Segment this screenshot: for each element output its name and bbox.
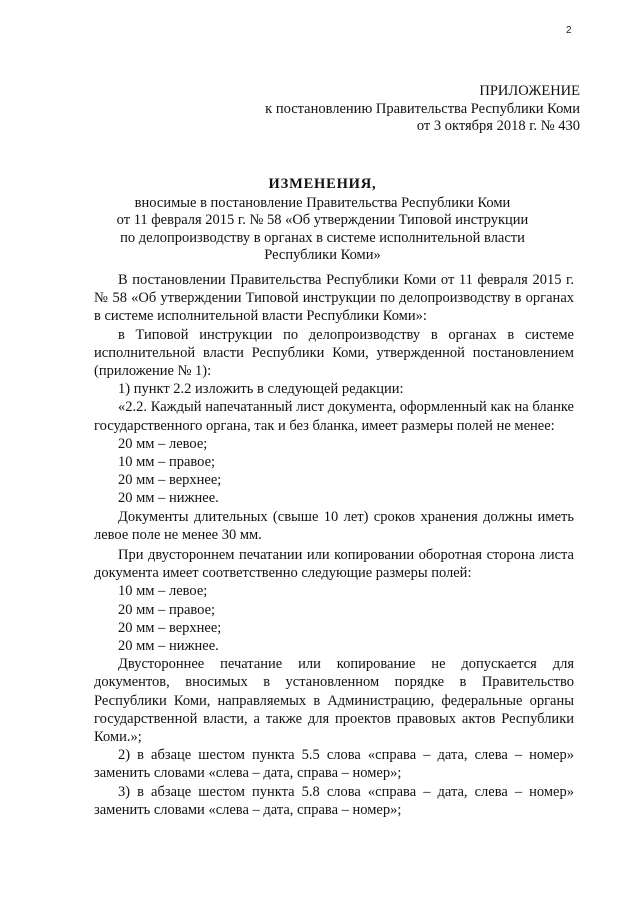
document-heading	[95, 176, 550, 265]
margin-bottom: 20 мм – нижнее.	[118, 490, 219, 507]
duplex-margin-bottom: 20 мм – нижнее.	[118, 638, 219, 655]
paragraph-long-storage: Документы длительных (свыше 10 лет) сроков хранения должны иметь левое поле не менее 30 мм.	[94, 508, 574, 543]
paragraph-duplex: При двустороннем печатании или копировании оборотная сторона листа документа имеет соответственно следующие размеры полей:	[94, 547, 574, 582]
margin-top: 20 мм – верхнее;	[118, 472, 222, 489]
duplex-margin-left: 10 мм – левое;	[118, 583, 208, 600]
appendix-block	[265, 83, 580, 136]
heading-line-1: вносимые в постановление Правительства Республики Коми	[134, 194, 511, 211]
heading-title: ИЗМЕНЕНИЯ,	[268, 176, 377, 192]
appendix-line-2: от 3 октября 2018 г. № 430	[416, 118, 580, 134]
paragraph-instruction: в Типовой инструкции по делопроизводству в органах в системе исполнительной власти Республики Коми, утвержденной постановлением (приложение № 1):	[94, 326, 574, 380]
page-number: 2	[566, 25, 572, 36]
margin-right: 10 мм – правое;	[118, 454, 216, 471]
paragraph-item-1: 1) пункт 2.2 изложить в следующей редакции:	[118, 381, 404, 398]
heading-line-2: от 11 февраля 2015 г. № 58 «Об утверждении Типовой инструкции	[116, 212, 529, 228]
paragraph-intro: В постановлении Правительства Республики Коми от 11 февраля 2015 г. № 58 «Об утверждении Типовой инструкции по делопроизводству в органах в системе исполнительной власти Республики Коми»:	[94, 272, 574, 325]
paragraph-item-3: 3) в абзаце шестом пункта 5.8 слова «справа – дата, слева – номер» заменить словами «слева – дата, справа – номер»;	[94, 783, 574, 818]
duplex-margin-right: 20 мм – правое;	[118, 601, 216, 618]
document-body	[94, 271, 574, 819]
heading-line-3: по делопроизводству в органах в системе исполнительной власти	[120, 229, 525, 246]
margin-left: 20 мм – левое;	[118, 435, 208, 452]
duplex-margin-top: 20 мм – верхнее;	[118, 619, 222, 636]
paragraph-duplex-restriction: Двустороннее печатание или копирование не допускается для документов, вносимых в установленном порядке в Правительство Республики Коми, направляемых в Администрацию, федеральные органы государственной власти, а также для проектов правовых актов Республики Коми.»;	[94, 656, 574, 746]
heading-line-4: Республики Коми»	[264, 247, 381, 263]
paragraph-item-2: 2) в абзаце шестом пункта 5.5 слова «справа – дата, слева – номер» заменить словами «слева – дата, справа – номер»;	[94, 747, 574, 782]
appendix-title: ПРИЛОЖЕНИЕ	[479, 83, 580, 99]
paragraph-clause-2-2: «2.2. Каждый напечатанный лист документа, оформленный как на бланке государственного органа, так и без бланка, имеет размеры полей не менее:	[94, 399, 574, 434]
appendix-line-1: к постановлению Правительства Республики Коми	[265, 100, 580, 117]
